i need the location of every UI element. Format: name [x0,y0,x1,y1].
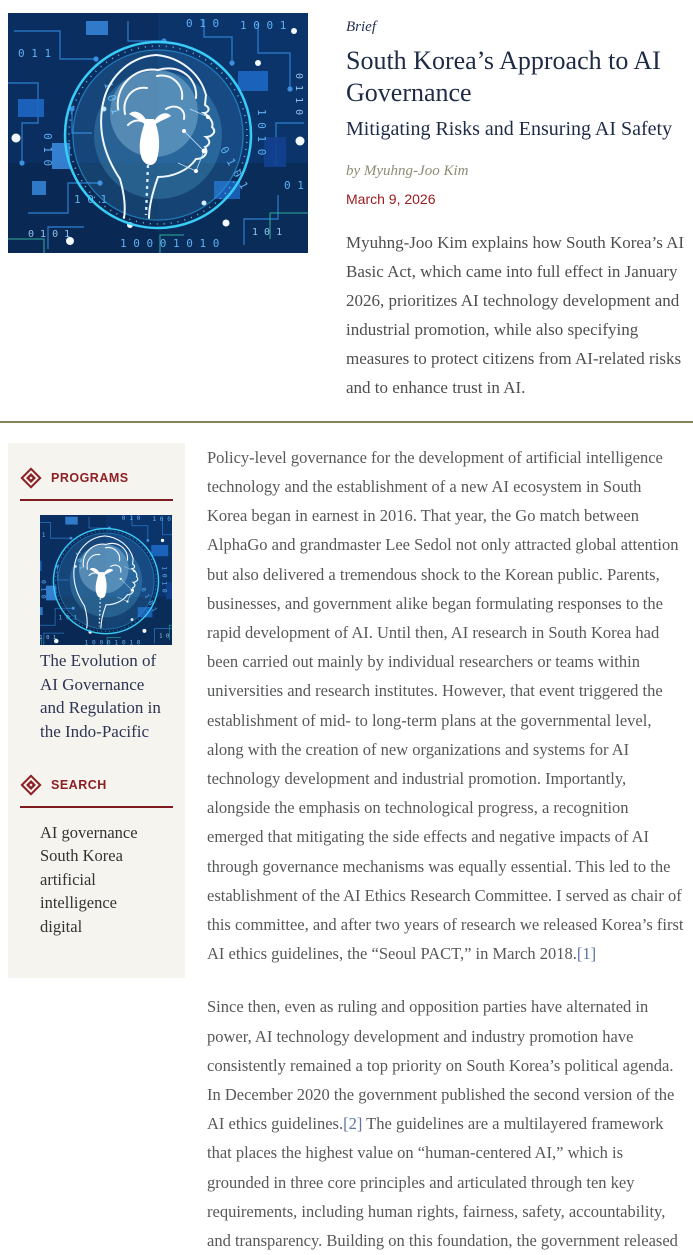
programs-heading [20,467,173,489]
paragraph-2-text-after: The guidelines are a multilayered framework that places the highest value on “human-centered AI,” which is grounded in three core principles and articulated through ten key requirements, including human rights, fairness, safety, accountability, and transparency. Building on this foundation, the government released [207,1114,678,1251]
search-section [20,774,173,938]
search-tag-list [40,821,173,938]
search-tag-south-korea[interactable]: South Korea [40,846,123,866]
programs-rule [20,499,173,501]
search-heading-label: SEARCH [51,777,107,792]
footnote-link-1[interactable]: [1] [576,944,597,964]
search-tag-digital[interactable]: digital [40,916,83,936]
paragraph-2-text-before: Since then, even as ruling and opposition parties have alternated in power, AI technology development and industry promotion have consistently remained a top priority on South Korea’s political agenda. In December 2020 the government published the second version of the AI ethics guidelines. [207,997,675,1134]
article-body [207,443,685,1255]
search-heading [20,774,173,796]
article-summary: Myuhng-Joo Kim explains how South Korea’s AI Basic Act, which came into full effect in January 2026, prioritizes AI technology development and industrial promotion, while also specifying measures to protect citizens from AI-related risks and to enhance trust in AI. [346,233,685,397]
programs-heading-label: PROGRAMS [51,470,129,485]
search-tag-artificial-intelligence[interactable]: artificial intelligence [40,869,117,913]
diamond-icon [20,467,42,489]
article-paragraph-1 [207,443,685,969]
program-thumbnail-image[interactable] [40,515,172,645]
footnote-link-2[interactable]: [2] [343,1114,363,1134]
header-text-column [346,13,685,403]
diamond-icon [20,774,42,796]
search-rule [20,806,173,808]
page-subtitle: Mitigating Risks and Ensuring AI Safety [346,118,673,141]
content-type-kicker: Brief [346,19,376,35]
publication-date: March 9, 2026 [346,191,436,208]
hero-image [8,13,308,253]
article-header [0,0,693,403]
page-title: South Korea’s Approach to AI Governance [346,46,661,107]
programs-section [20,467,173,744]
article-paragraph-2 [207,992,685,1255]
byline: by Myuhng-Joo Kim [346,163,469,180]
content-section [0,423,693,1255]
sidebar [8,443,185,978]
search-tag-ai-governance[interactable]: AI governance [40,822,138,842]
program-title-link[interactable]: The Evolution of AI Governance and Regulation in the Indo-Pacific [40,650,161,742]
paragraph-1-text: Policy-level governance for the development of artificial intelligence technology and the establishment of a new AI ecosystem in South Korea began in earnest in 2016. That year, the Go match between AlphaGo and grandmaster Lee Sedol not only attracted global attention but also delivered a tremendous shock to the Korean public. Parents, businesses, and government alike began formulating responses to the rapid development of AI. Until then, AI research in South Korea had been carried out mainly by individual researchers or teams within universities and research institutes. However, that event triggered the establishment of mid- to long-term plans at the governmental level, along with the creation of new organizations and systems for AI technology development and industrial promotion. Importantly, alongside the emphasis on technological progress, a recognition emerged that mitigating the side effects and negative impacts of AI through governance mechanisms was equally essential. This led to the establishment of the AI Ethics Research Committee. I served as chair of this committee, and after two years of research we released Korea’s first AI ethics guidelines, the “Seoul PACT,” in March 2018. [207,447,684,964]
